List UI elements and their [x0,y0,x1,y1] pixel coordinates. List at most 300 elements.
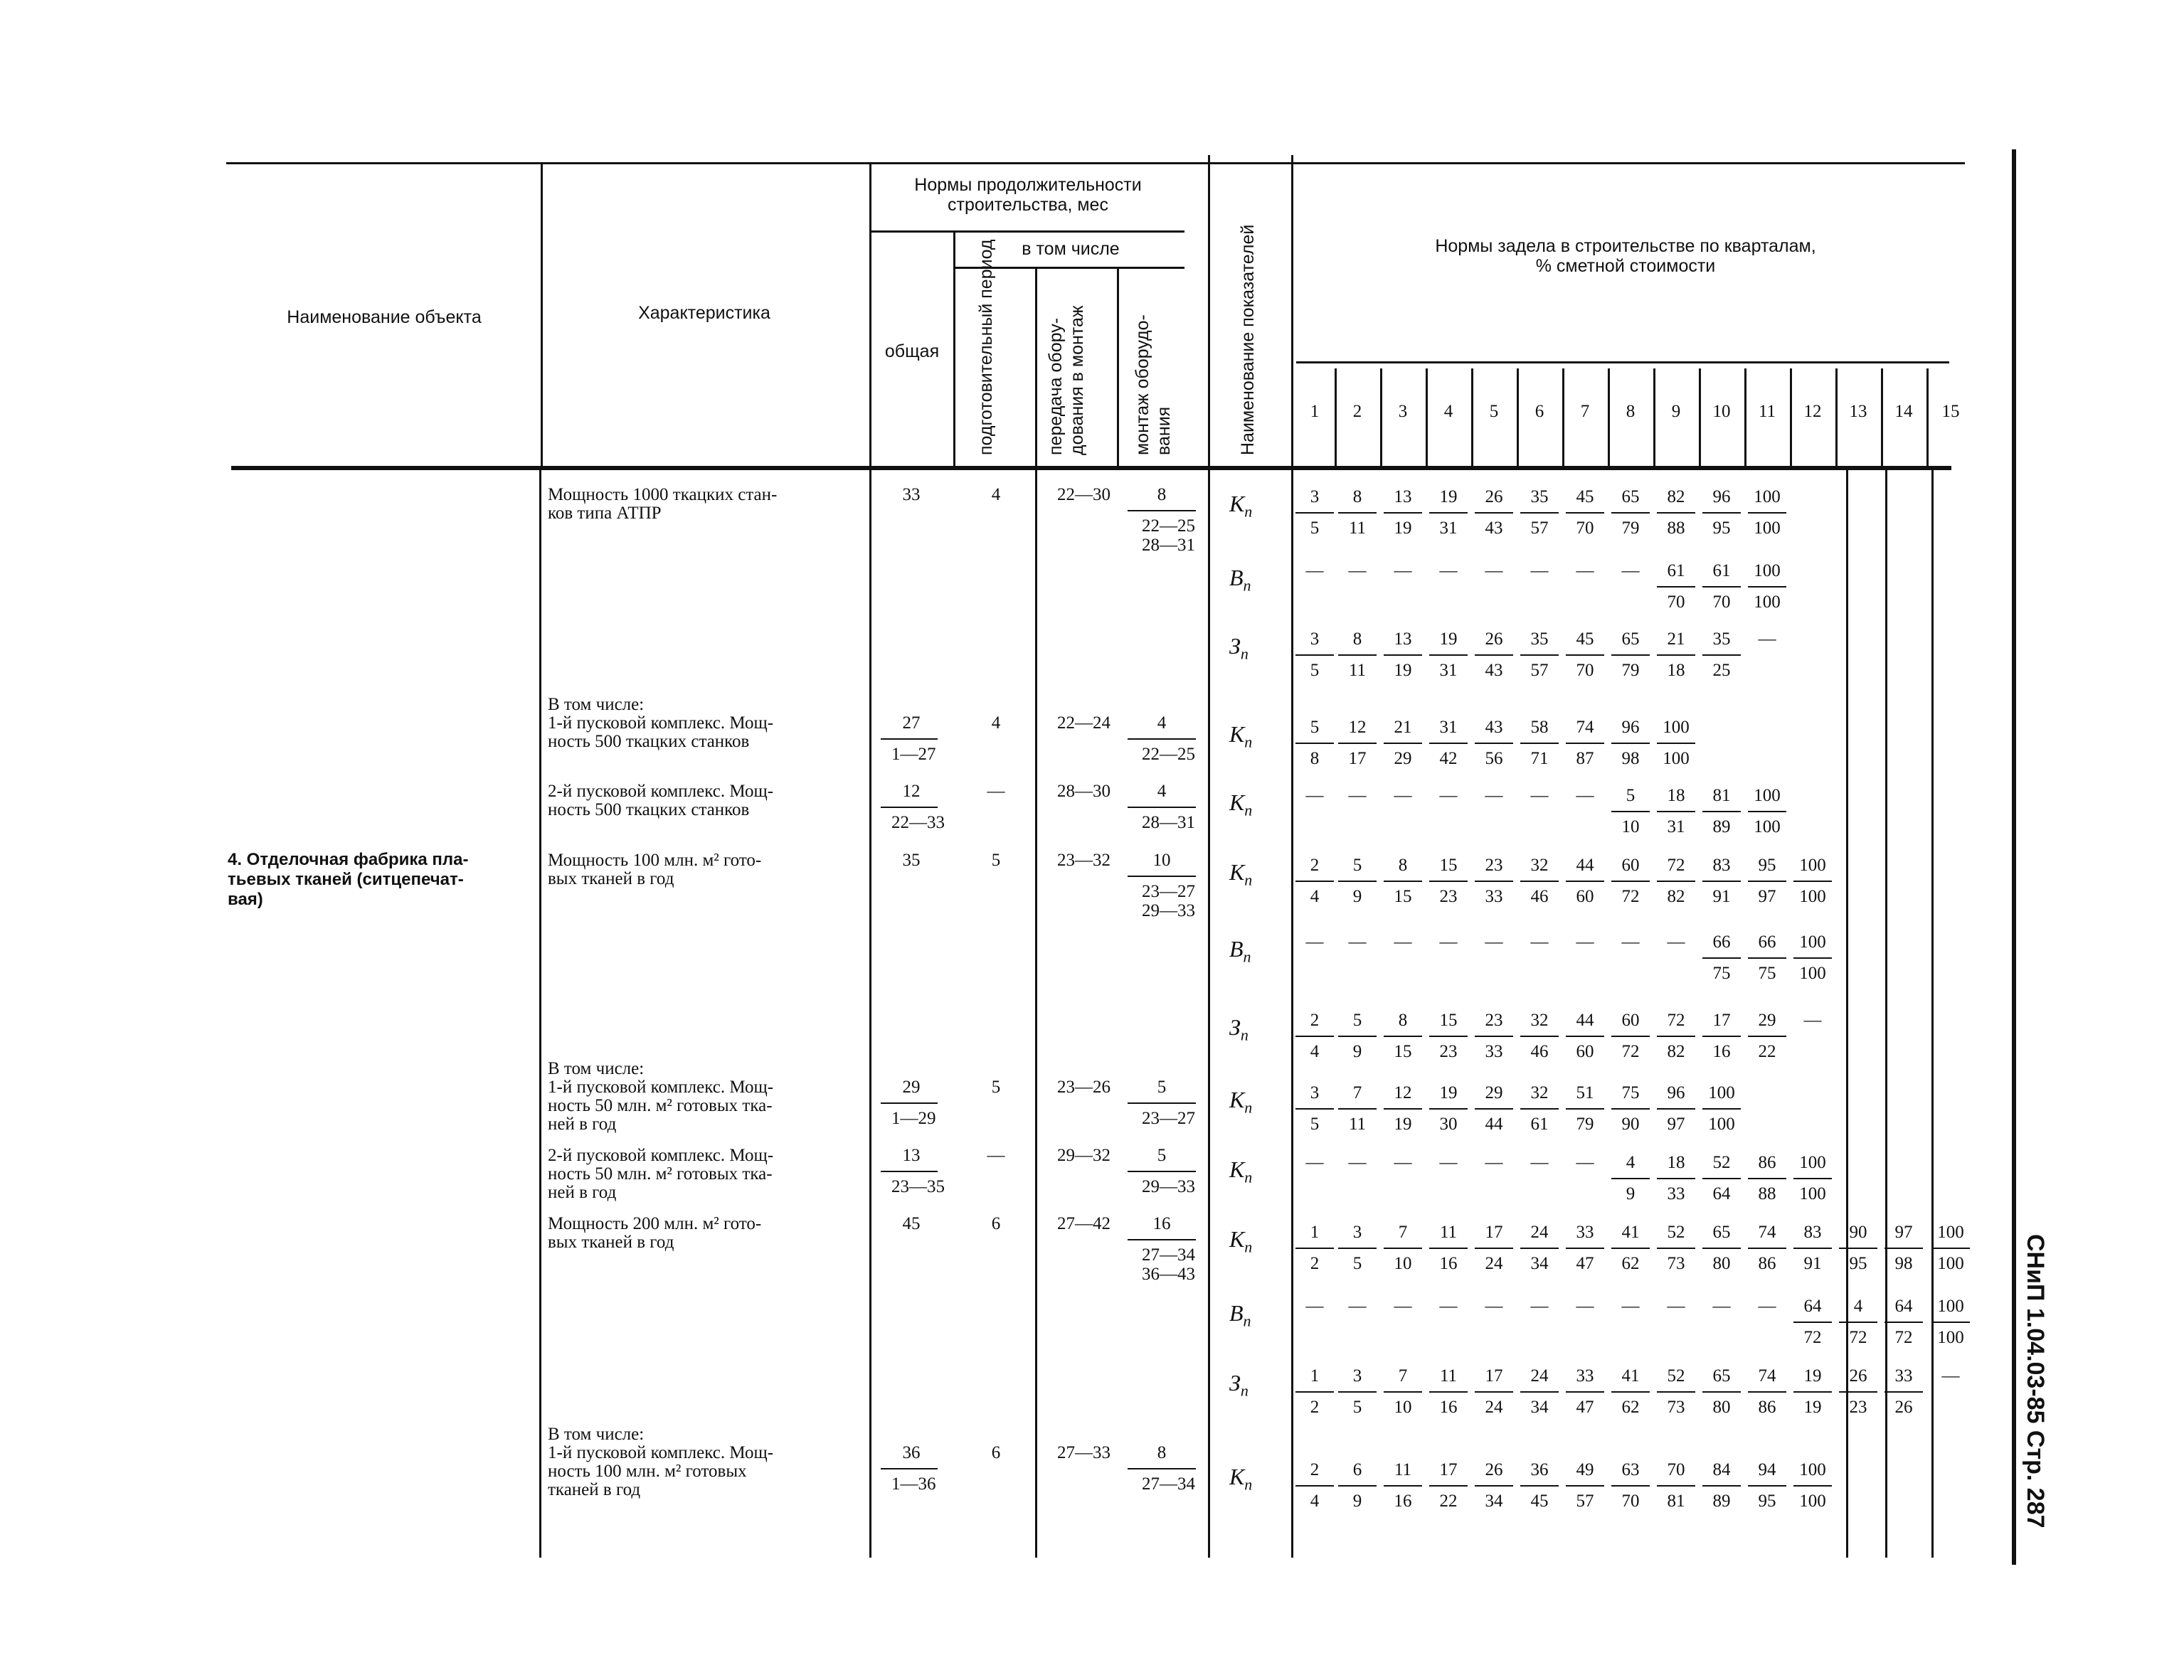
backlog-value: 33 [1894,1366,1913,1386]
characteristic-line: тканей в год [548,1480,641,1499]
backlog-value-bottom: 100 [1754,519,1781,538]
backlog-value-bottom: 23 [1439,887,1458,906]
header-backlog-2: % сметной стоимости [1535,256,1716,276]
backlog-value: — [1530,1297,1549,1316]
backlog-fraction-rule [1429,1036,1468,1037]
backlog-value: — [1530,932,1549,952]
backlog-value: — [1621,932,1640,952]
backlog-fraction-rule [1566,1108,1604,1110]
characteristic-line: ность 50 млн. м² готовых тка- [548,1096,773,1115]
q-sep [1471,368,1473,468]
backlog-value: 13 [1394,487,1412,506]
indicator-V [1229,937,1251,964]
duration-total: 27 [902,713,921,733]
characteristic-incl: В том числе: [548,695,645,714]
duration-install-rule [1128,738,1196,740]
backlog-value: — [1348,786,1367,805]
backlog-value-bottom: 70 [1667,592,1685,612]
backlog-value: 8 [1398,856,1408,875]
backlog-value-bottom: 95 [1712,519,1731,538]
backlog-value: — [1941,1366,1960,1386]
backlog-value: 96 [1621,718,1640,737]
indicator-K [1229,861,1252,888]
col-sep [1208,155,1210,1558]
backlog-fraction-rule [1566,1485,1604,1487]
duration-install-rule [1128,1468,1196,1469]
backlog-value: 100 [1663,718,1690,737]
backlog-value: 8 [1352,629,1362,649]
duration-total-range: 1—27 [891,745,936,764]
quarter-header-9: 9 [1671,402,1681,421]
q-sep [1926,368,1929,468]
backlog-fraction-rule [1931,1248,1970,1249]
backlog-value: — [1667,932,1685,952]
backlog-fraction-rule [1384,1108,1422,1110]
backlog-value: 26 [1485,629,1503,649]
duration-total: 45 [902,1214,921,1233]
backlog-value: 52 [1667,1223,1685,1242]
backlog-value: — [1439,1297,1458,1316]
backlog-fraction-rule [1885,1391,1923,1393]
backlog-value: 17 [1712,1011,1731,1030]
backlog-fraction-rule [1566,1248,1604,1249]
duration-prep: 4 [991,485,1001,504]
backlog-value: — [1712,1297,1731,1316]
backlog-value-bottom: 25 [1712,661,1731,680]
backlog-value-bottom: 75 [1758,964,1776,983]
col-sep [1035,469,1037,1558]
backlog-fraction-rule [1566,1036,1604,1037]
header-object-name: Наименование объекта [287,307,482,327]
indicator-Z [1229,1016,1249,1043]
backlog-fraction-rule [1611,1108,1650,1110]
duration-install-rule [1128,1239,1196,1240]
backlog-value-bottom: 72 [1621,1042,1640,1061]
backlog-fraction-rule [1793,1485,1832,1487]
indicator-K [1229,1228,1252,1255]
backlog-value: 2 [1310,1011,1320,1030]
backlog-value-bottom: 43 [1485,661,1503,680]
backlog-value-bottom: 4 [1310,1492,1320,1511]
backlog-value: 63 [1621,1460,1640,1479]
duration-install: 4 [1157,782,1167,801]
backlog-value: — [1485,1297,1503,1316]
backlog-value: — [1439,932,1458,952]
backlog-fraction-rule [1338,743,1377,744]
backlog-value: — [1758,629,1776,649]
q-sep [1835,368,1838,468]
duration-install-rule [1128,807,1196,808]
duration-prep: 5 [991,851,1001,870]
q-sep [1881,368,1883,468]
backlog-fraction-rule [1748,811,1786,812]
backlog-value: — [1530,786,1549,805]
backlog-fraction-rule [1793,881,1832,882]
backlog-value-bottom: 61 [1530,1115,1549,1134]
backlog-value: — [1394,932,1412,952]
backlog-fraction-rule [1702,881,1741,882]
backlog-value: 3 [1352,1223,1362,1242]
backlog-value: 17 [1439,1460,1458,1479]
backlog-value: 8 [1398,1011,1408,1030]
quarter-header-12: 12 [1803,402,1822,421]
backlog-value: 45 [1576,629,1594,649]
q-sep [1380,368,1382,468]
indicator-letter: В [1229,936,1244,962]
duration-install: 5 [1157,1146,1167,1165]
backlog-value: 5 [1626,786,1636,805]
indicator-K [1229,492,1252,519]
characteristic-incl: В том числе: [548,1059,645,1078]
backlog-fraction-rule [1475,1391,1513,1393]
backlog-value: — [1439,561,1458,580]
backlog-fraction-rule [1611,881,1650,882]
backlog-value-bottom: 90 [1621,1115,1640,1134]
q-sep [1562,368,1564,468]
backlog-value: 19 [1803,1366,1822,1386]
indicator-K [1229,723,1252,750]
duration-install-rule [1128,876,1196,877]
backlog-fraction-rule [1384,1036,1422,1037]
backlog-value-bottom: 86 [1758,1254,1776,1273]
backlog-value-bottom: 100 [1799,887,1826,906]
backlog-fraction-rule [1657,1108,1695,1110]
backlog-value: 51 [1576,1083,1594,1102]
backlog-value: 15 [1439,1011,1458,1030]
duration-total: 29 [902,1078,921,1097]
backlog-value-bottom: 8 [1310,749,1320,768]
backlog-fraction-rule [1338,1248,1377,1249]
backlog-value-bottom: 64 [1712,1184,1731,1203]
indicator-subscript: п [1240,1026,1249,1044]
characteristic-line: Мощность 1000 ткацких стан- [548,485,778,504]
backlog-fraction-rule [1748,1248,1786,1249]
backlog-fraction-rule [1475,1485,1513,1487]
backlog-value-bottom: 82 [1667,1042,1685,1061]
object-name-line: вая) [228,890,263,909]
backlog-value: 61 [1667,561,1685,580]
backlog-value: 31 [1439,718,1458,737]
duration-prep: 6 [991,1214,1001,1233]
backlog-value-bottom: 9 [1626,1184,1636,1203]
backlog-fraction-rule [1475,654,1513,656]
backlog-value: 60 [1621,1011,1640,1030]
characteristic-line: ность 500 ткацких станков [548,800,750,819]
backlog-fraction-rule [1611,743,1650,744]
backlog-value: 74 [1576,718,1594,737]
backlog-value-bottom: 70 [1576,519,1594,538]
backlog-value-bottom: 19 [1803,1398,1822,1417]
backlog-value: 19 [1439,1083,1458,1102]
backlog-fraction-rule [1295,743,1334,744]
backlog-value: — [1439,1153,1458,1172]
backlog-value-bottom: 91 [1712,887,1731,906]
duration-install-rule [1128,510,1196,511]
header-transfer-2: дования в монтаж [1067,305,1087,455]
backlog-value: 74 [1758,1366,1776,1386]
duration-total-rule [881,1468,938,1469]
backlog-value: — [1439,786,1458,805]
backlog-fraction-rule [1338,881,1377,882]
backlog-value: — [1530,1153,1549,1172]
backlog-value: 52 [1667,1366,1685,1386]
backlog-value-bottom: 11 [1348,519,1367,538]
backlog-fraction-rule [1748,512,1786,514]
backlog-value: 66 [1758,932,1776,952]
backlog-value: 81 [1712,786,1731,805]
duration-total: 36 [902,1443,921,1462]
indicator-subscript: п [1244,733,1253,751]
duration-install: 4 [1157,713,1167,733]
backlog-value-bottom: 18 [1667,661,1685,680]
backlog-value-bottom: 75 [1712,964,1731,983]
backlog-value-bottom: 24 [1485,1398,1503,1417]
backlog-value: — [1576,1297,1594,1316]
quarter-header-3: 3 [1398,402,1408,421]
backlog-value: 70 [1667,1460,1685,1479]
backlog-fraction-rule [1657,1485,1695,1487]
backlog-value: 72 [1667,1011,1685,1030]
backlog-fraction-rule [1657,586,1695,588]
backlog-value-bottom: 72 [1894,1328,1913,1347]
backlog-value-bottom: 56 [1485,749,1503,768]
backlog-value: 75 [1621,1083,1640,1102]
duration-total-range: 1—29 [891,1109,936,1128]
duration-total-rule [881,1102,938,1104]
backlog-fraction-rule [1839,1248,1877,1249]
backlog-value: 6 [1352,1460,1362,1479]
backlog-value: 2 [1310,856,1320,875]
duration-prep: 5 [991,1078,1001,1097]
backlog-fraction-rule [1702,1108,1741,1110]
indicator-letter: З [1229,633,1241,659]
quarter-header-4: 4 [1443,402,1453,421]
backlog-value-bottom: 43 [1485,519,1503,538]
backlog-value-bottom: 47 [1576,1398,1594,1417]
backlog-value-bottom: 22 [1758,1042,1776,1061]
backlog-value-bottom: 46 [1530,1042,1549,1061]
backlog-fraction-rule [1520,1036,1559,1037]
backlog-value-bottom: 42 [1439,749,1458,768]
quarter-header-10: 10 [1712,402,1731,421]
backlog-fraction-rule [1295,512,1334,514]
duration-install-range: 23—27 [1142,1109,1195,1128]
backlog-value-bottom: 100 [1799,964,1826,983]
backlog-value-bottom: 47 [1576,1254,1594,1273]
backlog-value-bottom: 5 [1310,1115,1320,1134]
duration-total-range: 23—35 [891,1177,945,1196]
indicator-letter: В [1229,1300,1244,1326]
backlog-value: 95 [1758,856,1776,875]
backlog-value: 100 [1754,487,1781,506]
backlog-value-bottom: 2 [1310,1254,1320,1273]
characteristic-line: ность 50 млн. м² готовых тка- [548,1164,773,1184]
duration-total: 35 [902,851,921,870]
backlog-fraction-rule [1384,512,1422,514]
backlog-value: — [1576,1153,1594,1172]
backlog-value: 45 [1576,487,1594,506]
backlog-value-bottom: 100 [1708,1115,1735,1134]
quarter-header-6: 6 [1534,402,1544,421]
backlog-value-bottom: 29 [1394,749,1412,768]
header-prep: подготовительный период [976,239,996,455]
backlog-fraction-rule [1657,881,1695,882]
backlog-value: 21 [1394,718,1412,737]
backlog-value: 100 [1799,932,1826,952]
backlog-value-bottom: 95 [1758,1492,1776,1511]
backlog-value: 41 [1621,1366,1640,1386]
backlog-value: — [1348,1297,1367,1316]
backlog-value: 100 [1937,1297,1964,1316]
indicator-subscript: п [1240,644,1249,663]
backlog-value: 100 [1799,1460,1826,1479]
backlog-value-bottom: 9 [1352,1492,1362,1511]
q-sep [1699,368,1701,468]
backlog-fraction-rule [1702,1391,1741,1393]
backlog-value-bottom: 16 [1712,1042,1731,1061]
backlog-value-bottom: 10 [1394,1254,1412,1273]
backlog-value: 72 [1667,856,1685,875]
backlog-value-bottom: 46 [1530,887,1549,906]
backlog-value-bottom: 9 [1352,887,1362,906]
backlog-value: — [1348,932,1367,952]
backlog-value: — [1394,1297,1412,1316]
backlog-value: 5 [1352,856,1362,875]
backlog-value-bottom: 4 [1310,1042,1320,1061]
col-sep [1885,469,1887,1558]
duration-total-rule [881,807,938,808]
backlog-value-bottom: 70 [1712,592,1731,612]
backlog-value-bottom: 79 [1621,661,1640,680]
indicator-Z [1229,1371,1249,1398]
backlog-value: 100 [1754,561,1781,580]
backlog-fraction-rule [1429,654,1468,656]
backlog-value-bottom: 11 [1348,661,1367,680]
backlog-fraction-rule [1702,586,1741,588]
indicator-V [1229,566,1251,593]
duration-prep: — [987,1146,1005,1165]
backlog-fraction-rule [1520,881,1559,882]
col-sep [953,230,955,468]
backlog-fraction-rule [1429,1108,1468,1110]
backlog-fraction-rule [1611,1036,1650,1037]
backlog-value: 23 [1485,856,1503,875]
header-install-2: вания [1154,406,1174,455]
duration-prep: 4 [991,713,1001,733]
backlog-value-bottom: 98 [1894,1254,1913,1273]
backlog-fraction-rule [1338,1108,1377,1110]
backlog-value-bottom: 100 [1937,1328,1964,1347]
duration-transfer: 22—30 [1057,485,1110,504]
col-sep [1931,469,1934,1558]
backlog-value-bottom: 80 [1712,1254,1731,1273]
characteristic-line: 2-й пусковой комплекс. Мощ- [548,1146,774,1165]
backlog-value: 12 [1348,718,1367,737]
characteristic-line: 2-й пусковой комплекс. Мощ- [548,782,774,801]
duration-install-range: 22—25 [1142,745,1195,764]
backlog-value: 32 [1530,1011,1549,1030]
backlog-value-bottom: 87 [1576,749,1594,768]
indicator-subscript: п [1244,1238,1253,1256]
backlog-value: — [1576,561,1594,580]
backlog-value-bottom: 16 [1439,1398,1458,1417]
backlog-value: — [1621,1297,1640,1316]
backlog-fraction-rule [1384,743,1422,744]
side-caption: СНиП 1.04.03-85 Стр. 287 [2022,1234,2049,1529]
indicator-K [1229,1158,1252,1185]
backlog-value: 3 [1352,1366,1362,1386]
backlog-value: 19 [1439,629,1458,649]
backlog-value: — [1803,1011,1822,1030]
backlog-fraction-rule [1657,811,1695,812]
duration-install-range: 28—31 [1142,813,1195,832]
indicator-letter: К [1229,721,1245,747]
backlog-value: — [1348,1153,1367,1172]
duration-total: 12 [902,782,921,801]
backlog-value-bottom: 10 [1394,1398,1412,1417]
backlog-fraction-rule [1748,957,1786,959]
backlog-fraction-rule [1702,512,1741,514]
backlog-value: 7 [1398,1223,1408,1242]
backlog-value-bottom: 57 [1576,1492,1594,1511]
indicator-subscript: п [1244,1098,1253,1117]
duration-install-range: 27—34 [1142,1474,1195,1494]
backlog-value: 15 [1439,856,1458,875]
header-backlog: Нормы задела в строительстве по кварталам, [1435,236,1816,256]
backlog-fraction-rule [1295,1485,1334,1487]
characteristic-incl: В том числе: [548,1425,645,1444]
backlog-fraction-rule [1429,881,1468,882]
quarter-header-8: 8 [1626,402,1636,421]
backlog-value-bottom: 98 [1621,749,1640,768]
backlog-fraction-rule [1384,1485,1422,1487]
backlog-value: 90 [1849,1223,1867,1242]
backlog-value-bottom: 86 [1758,1398,1776,1417]
backlog-fraction-rule [1702,957,1741,959]
backlog-fraction-rule [1520,1248,1559,1249]
backlog-value-bottom: 100 [1799,1492,1826,1511]
backlog-fraction-rule [1295,1391,1334,1393]
backlog-fraction-rule [1657,1036,1695,1037]
backlog-value: 100 [1799,856,1826,875]
backlog-fraction-rule [1295,881,1334,882]
backlog-fraction-rule [1384,654,1422,656]
duration-install-range: 29—33 [1142,901,1195,920]
backlog-value: — [1576,786,1594,805]
backlog-fraction-rule [1429,1485,1468,1487]
backlog-value: 35 [1530,487,1549,506]
duration-prep: — [987,782,1005,801]
backlog-value: 13 [1394,629,1412,649]
backlog-value-bottom: 79 [1576,1115,1594,1134]
backlog-value-bottom: 88 [1758,1184,1776,1203]
backlog-value: 97 [1894,1223,1913,1242]
backlog-fraction-rule [1338,654,1377,656]
q-sep [1790,368,1792,468]
backlog-fraction-rule [1702,1178,1741,1179]
q-sep [1608,368,1610,468]
backlog-fraction-rule [1520,1485,1559,1487]
backlog-value: 100 [1937,1223,1964,1242]
indicator-subscript: п [1244,801,1253,819]
duration-transfer: 22—24 [1057,713,1110,733]
indicator-letter: К [1229,1157,1245,1182]
backlog-value-bottom: 80 [1712,1398,1731,1417]
backlog-fraction-rule [1566,881,1604,882]
backlog-fraction-rule [1384,881,1422,882]
backlog-fraction-rule [1657,654,1695,656]
backlog-value: 3 [1310,629,1320,649]
